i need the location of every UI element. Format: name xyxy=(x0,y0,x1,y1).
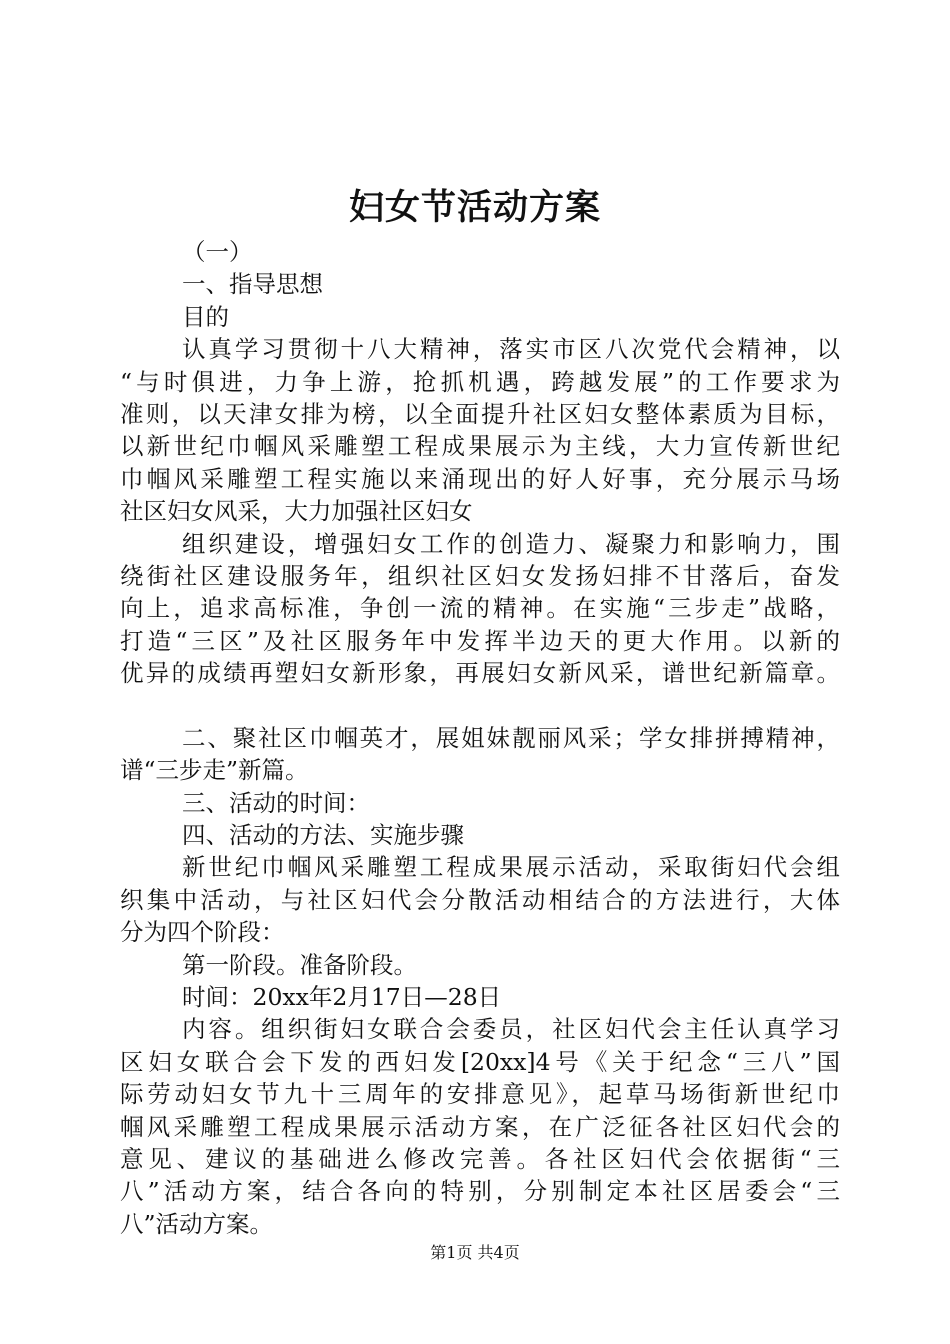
heading-activity-theme: 二、聚社区巾帼英才，展姐妹靓丽风采；学女排拼搏精神， xyxy=(182,723,840,752)
paragraph-line: 新世纪巾帼风采雕塑工程成果展示活动，采取街妇代会组 xyxy=(182,853,840,882)
page-footer: 第1页 共4页 xyxy=(430,1243,520,1262)
paragraph-line: 巾帼风采雕塑工程实施以来涌现出的好人好事，充分展示马场 xyxy=(120,464,840,493)
paragraph-line: 绕街社区建设服务年，组织社区妇女发扬妇排不甘落后，奋发 xyxy=(120,561,840,590)
heading-guiding-thought: 一、指导思想 xyxy=(182,270,323,299)
paragraph-line: 打造“三区”及社区服务年中发挥半边天的更大作用。以新的 xyxy=(120,626,840,655)
paragraph-line: 社区妇女风采，大力加强社区妇女 xyxy=(120,497,473,526)
paragraph-line: 织集中活动，与社区妇代会分散活动相结合的方法进行，大体 xyxy=(120,885,840,914)
document-body xyxy=(120,236,840,1240)
section-marker: （一） xyxy=(182,238,253,266)
paragraph-line: 帼风采雕塑工程成果展示活动方案，在广泛征各社区妇代会的 xyxy=(120,1112,840,1141)
heading-activity-method: 四、活动的方法、实施步骤 xyxy=(182,821,464,850)
blank-line xyxy=(120,689,840,721)
paragraph-line: 向上，追求高标准，争创一流的精神。在实施“三步走”战略， xyxy=(120,594,840,623)
paragraph-line: “与时俱进，力争上游，抢抓机遇，跨越发展”的工作要求为 xyxy=(120,367,840,396)
paragraph-line: 内容。组织街妇女联合会委员，社区妇代会主任认真学习 xyxy=(182,1015,840,1044)
paragraph-line: 八”活动方案，结合各向的特别，分别制定本社区居委会“三 xyxy=(120,1177,840,1206)
paragraph-line: 意见、建议的基础进么修改完善。各社区妇代会依据街“三 xyxy=(120,1144,840,1173)
heading-activity-theme-cont: 谱“三步走”新篇。 xyxy=(120,756,309,785)
paragraph-line: 区妇女联合会下发的西妇发[20xx]4号《关于纪念“三八”国 xyxy=(120,1047,840,1076)
paragraph-line: 准则，以天津女排为榜，以全面提升社区妇女整体素质为目标， xyxy=(120,399,840,428)
heading-activity-time: 三、活动的时间： xyxy=(182,788,370,817)
paragraph-line: 以新世纪巾帼风采雕塑工程成果展示为主线，大力宣传新世纪 xyxy=(120,432,840,461)
subheading-purpose: 目的 xyxy=(182,302,229,331)
paragraph-line: 八”活动方案。 xyxy=(120,1209,274,1238)
document-title: 妇女节活动方案 xyxy=(348,187,601,228)
paragraph-line: 优异的成绩再塑妇女新形象，再展妇女新风采，谱世纪新篇章。 xyxy=(120,659,840,688)
paragraph-line: 分为四个阶段： xyxy=(120,918,285,947)
paragraph-line: 认真学习贯彻十八大精神，落实市区八次党代会精神，以 xyxy=(182,335,840,364)
paragraph-line: 际劳动妇女节九十三周年的安排意见》，起草马场街新世纪巾 xyxy=(120,1080,840,1109)
stage-one-time: 时间：20xx年2月17日—28日 xyxy=(182,982,502,1011)
stage-one-heading: 第一阶段。准备阶段。 xyxy=(182,950,417,979)
paragraph-line: 组织建设，增强妇女工作的创造力、凝聚力和影响力，围 xyxy=(182,529,840,558)
